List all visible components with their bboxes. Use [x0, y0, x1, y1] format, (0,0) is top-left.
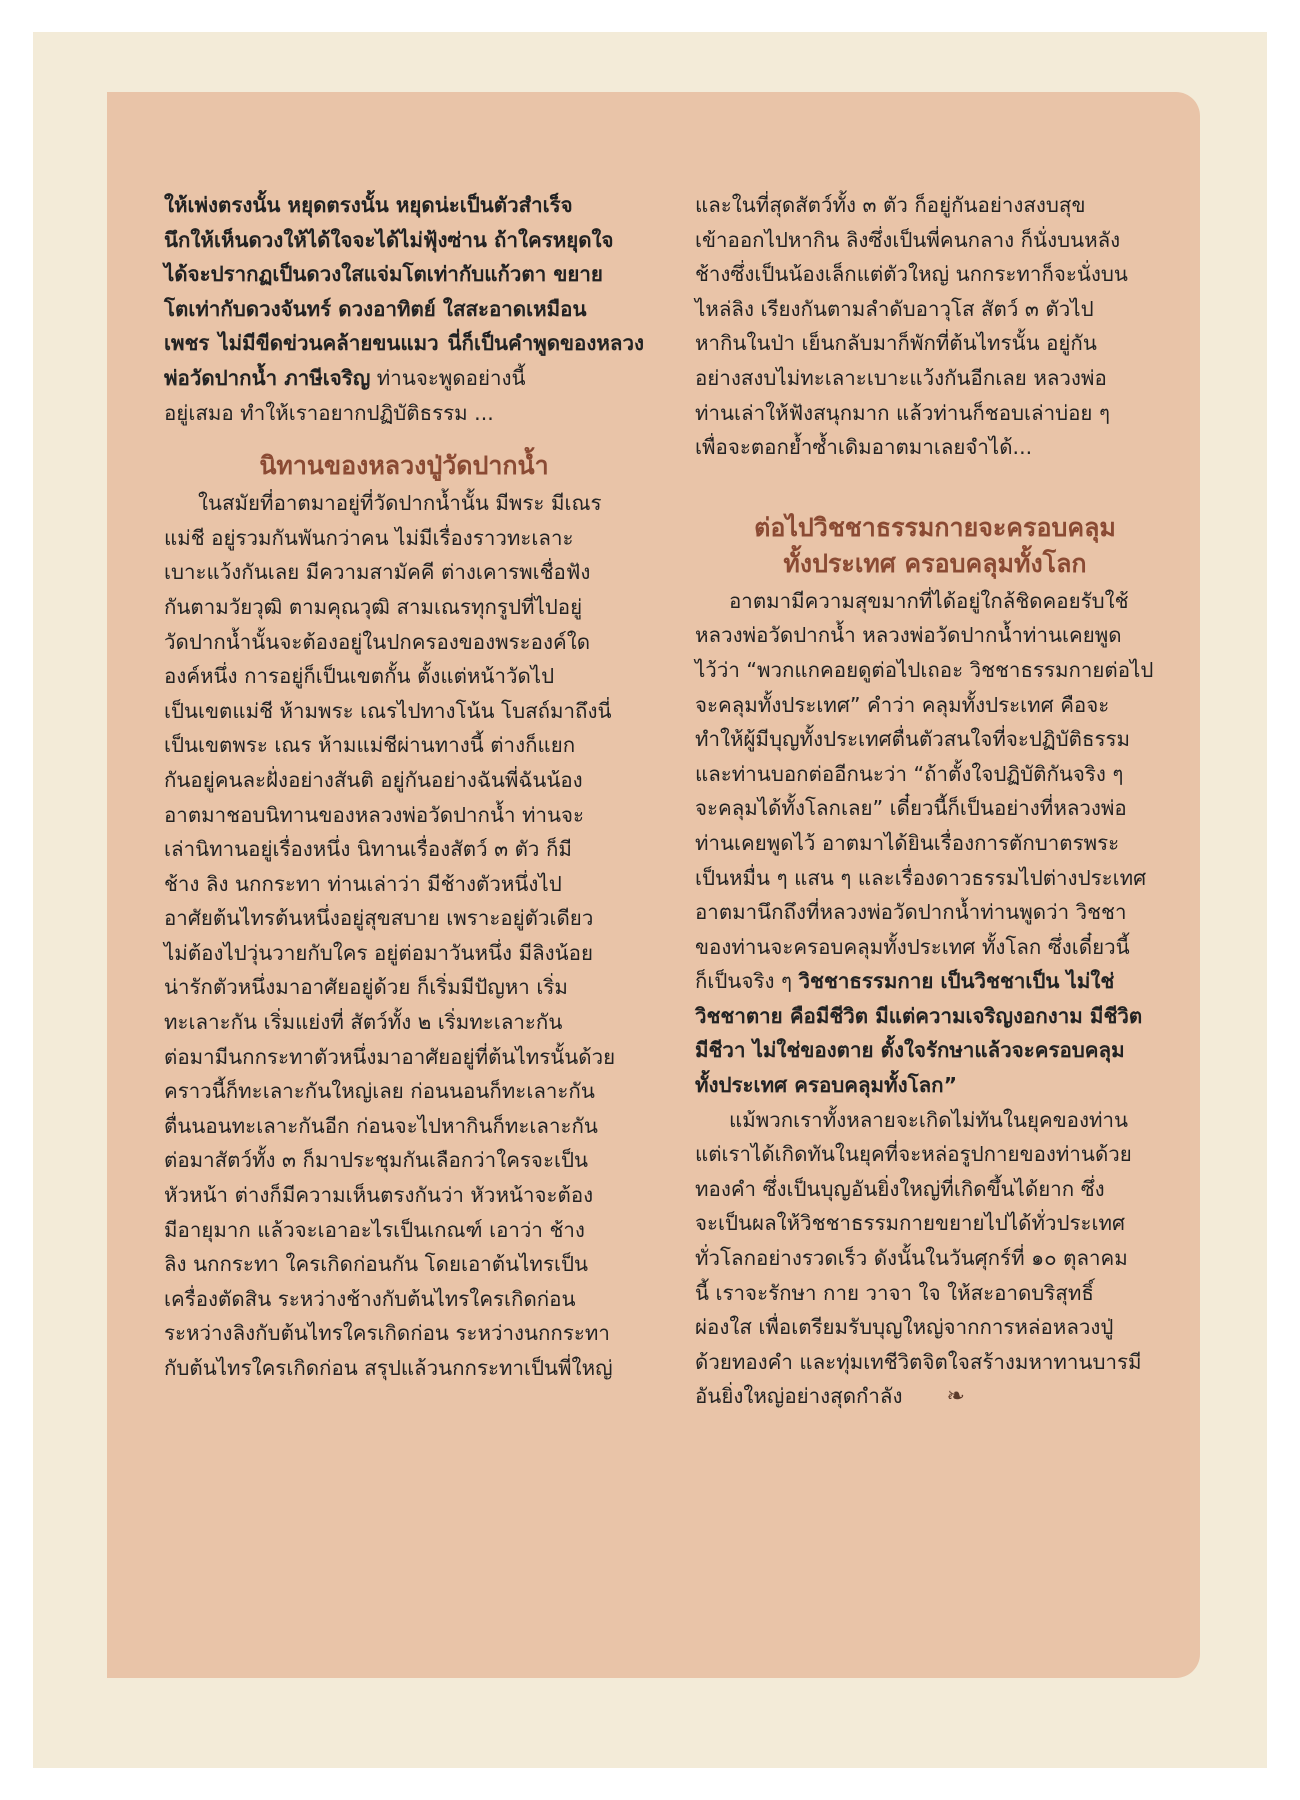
right-body-bold-quote: วิชชาธรรมกาย เป็นวิชชาเป็น ไม่ใช่ วิชชาตาย คือมีชีวิต มีแต่ความเจริญงอกงาม มีชีวิต มีชีวา ไม่ใช่ของตาย ตั้งใจรักษาแล้วจะครอบคลุม ทั้งประเทศ ครอบคลุมทั้งโลก”: [695, 969, 1143, 1098]
right-section-heading: ต่อไปวิชชาธรรมกายจะครอบคลุม ทั้งประเทศ ครอบคลุมทั้งโลก: [754, 512, 1116, 578]
right-intro-paragraph: และในที่สุดสัตว์ทั้ง ๓ ตัว ก็อยู่กันอย่างสงบสุข เข้าออกไปหากิน ลิงซึ่งเป็นพี่คนกลาง ก็นั่งบนหลัง ช้างซึ่งเป็นน้องเล็กแต่ตัวใหญ่ นกกระทาก็จะนั่งบน ไหล่ลิง เรียงกันตามลำดับอาวุโส สัตว์ ๓ ตัวไป หากินในป่า เย็นกลับมาก็พักที่ต้นไทรนั้น อยู่กัน อย่างสงบไม่ทะเลาะเบาะแว้งกันอีกเลย หลวงพ่อ ท่านเล่าให้ฟังสนุกมาก แล้วท่านก็ชอบเล่าบ่อย ๆ เพื่อจะตอกย้ำซ้ำเดิมอาตมาเลยจำได้...: [695, 193, 1128, 460]
left-column: [164, 188, 644, 1386]
left-intro-bold-name: หลวงพ่อวัดปากน้ำ ภาษีเจริญ: [164, 331, 644, 390]
right-closing-text: แม้พวกเราทั้งหลายจะเกิดไม่ทันในยุคของท่าน แต่เราได้เกิดทันในยุคที่จะหล่อรูปกายของท่านด้วย ทองคำ ซึ่งเป็นบุญอันยิ่งใหญ่ที่เกิดขึ้นได้ยาก ซึ่ง จะเป็นผลให้วิชชาธรรมกายขยายไปได้ทั่วประเทศ ทั่วโลกอย่างรวดเร็ว ดังนั้นในวันศุกร์ที่ ๑๐ ตุลาคม นี้ เราจะรักษา กาย วาจา ใจ ให้สะอาดบริสุทธิ์ ผ่องใส เพื่อเตรียมรับบุญใหญ่จากการหล่อหลวงปู่ ด้วยทองคำ และทุ่มเทชีวิตจิตใจสร้างมหาทานบารมี อันยิ่งใหญ่อย่างสุดกำลัง: [695, 1107, 1142, 1409]
right-body-paragraph: [695, 584, 1175, 1103]
left-section-heading: นิทานของหลวงปู่วัดปากน้ำ: [259, 451, 549, 481]
leaf-end-icon: ❧: [946, 1384, 965, 1410]
left-body-paragraph: ในสมัยที่อาตมาอยู่ที่วัดปากน้ำนั้น มีพระ มีเณร แม่ชี อยู่รวมกันพันกว่าคน ไม่มีเรื่องราวทะเลาะ เบาะแว้งกันเลย มีความสามัคคี ต่างเคารพเชื่อฟัง กันตามวัยวุฒิ ตามคุณวุฒิ สามเณรทุกรูปที่ไปอยู่ วัดปากน้ำนั้นจะต้องอยู่ในปกครองของพระองค์ใด องค์หนึ่ง การอยู่ก็เป็นเขตกั้น ตั้งแต่หน้าวัดไป เป็นเขตแม่ชี ห้ามพระ เณรไปทางโน้น โบสถ์มาถึงนี่ เป็นเขตพระ เณร ห้ามแม่ชีผ่านทางนี้ ต่างก็แยก กันอยู่คนละฝั่งอย่างสันติ อยู่กันอย่างฉันพี่ฉันน้อง อาตมาชอบนิทานของหลวงพ่อวัดปากน้ำ ท่านจะ เล่านิทานอยู่เรื่องหนึ่ง นิทานเรื่องสัตว์ ๓ ตัว ก็มี ช้าง ลิง นกกระทา ท่านเล่าว่า มีช้างตัวหนึ่งไป อาศัยต้นไทรต้นหนึ่งอยู่สุขสบาย เพราะอยู่ตัวเดียว ไม่ต้องไปวุ่นวายกับใคร อยู่ต่อมาวันหนึ่ง มีลิงน้อย น่ารักตัวหนึ่งมาอาศัยอยู่ด้วย ก็เริ่มมีปัญหา เริ่ม ทะเลาะกัน เริ่มแย่งที่ สัตว์ทั้ง ๒ เริ่มทะเลาะกัน ต่อมามีนกกระทาตัวหนึ่งมาอาศัยอยู่ที่ต้นไทรนั้นด้วย คราวนี้ก็ทะเลาะกันใหญ่เลย ก่อนนอนก็ทะเลาะกัน ตื่นนอนทะเลาะกันอีก ก่อนจะไปหากินก็ทะเลาะกัน ต่อมาสัตว์ทั้ง ๓ ก็มาประชุมกันเลือกว่าใครจะเป็น หัวหน้า ต่างก็มีความเห็นตรงกันว่า หัวหน้าจะต้อง มีอายุมาก แล้วจะเอาอะไรเป็นเกณฑ์ เอาว่า ช้าง ลิง นกกระทา ใครเกิดก่อนกัน โดยเอาต้นไทรเป็น เครื่องตัดสิน ระหว่างช้างกับต้นไทรใครเกิดก่อน ระหว่างลิงกับต้นไทรใครเกิดก่อน ระหว่างนกกระทา กับต้นไทรใครเกิดก่อน สรุปแล้วนกกระทาเป็นพี่ใหญ่: [164, 491, 616, 1380]
left-intro-bold-text: ให้เพ่งตรงนั้น หยุดตรงนั้น หยุดน่ะเป็นตัวสำเร็จ นึกให้เห็นดวงให้ได้ใจจะได้ไม่ฟุ้งซ่าน ถ้าใครหยุดใจ ได้จะปรากฏเป็นดวงใสแจ่มโตเท่ากับแก้วตา ขยาย โตเท่ากับดวงจันทร์ ดวงอาทิตย์ ใสสะอาดเหมือน เพชร ไม่มีขีดข่วนคล้ายขนแมว นี่ก็เป็นคำพูดของ: [164, 193, 614, 356]
right-column: [695, 188, 1175, 1415]
left-intro-plain-text: ท่านจะพูดอย่างนี้ อยู่เสมอ ทำให้เราอยากปฏิบัติธรรม ...: [164, 365, 526, 425]
right-closing-paragraph: [695, 1103, 1175, 1415]
left-intro-paragraph: [164, 188, 644, 430]
right-body-plain-text: อาตมามีความสุขมากที่ได้อยู่ใกล้ชิดคอยรับใช้ หลวงพ่อวัดปากน้ำ หลวงพ่อวัดปากน้ำท่านเคยพูด ไว้ว่า “พวกแกคอยดูต่อไปเถอะ วิชชาธรรมกายต่อไป จะคลุมทั้งประเทศ” คำว่า คลุมทั้งประเทศ คือจะ ทำให้ผู้มีบุญทั้งประเทศตื่นตัวสนใจที่จะปฏิบัติธรรม และท่านบอกต่ออีกนะว่า “ถ้าตั้งใจปฏิบัติกันจริง ๆ จะคลุมได้ทั้งโลกเลย” เดี๋ยวนี้ก็เป็นอย่างที่หลวงพ่อ ท่านเคยพูดไว้ อาตมาได้ยินเรื่องการตักบาตรพระ เป็นหมื่น ๆ แสน ๆ และเรื่องดาวธรรมไปต่างประเทศ อาตมานึกถึงที่หลวงพ่อวัดปากน้ำท่านพูดว่า วิชชา ของท่านจะครอบคลุมทั้งประเทศ ทั้งโลก ซึ่งเดี๋ยวนี้ ก็เป็นจริง ๆ: [695, 588, 1154, 994]
